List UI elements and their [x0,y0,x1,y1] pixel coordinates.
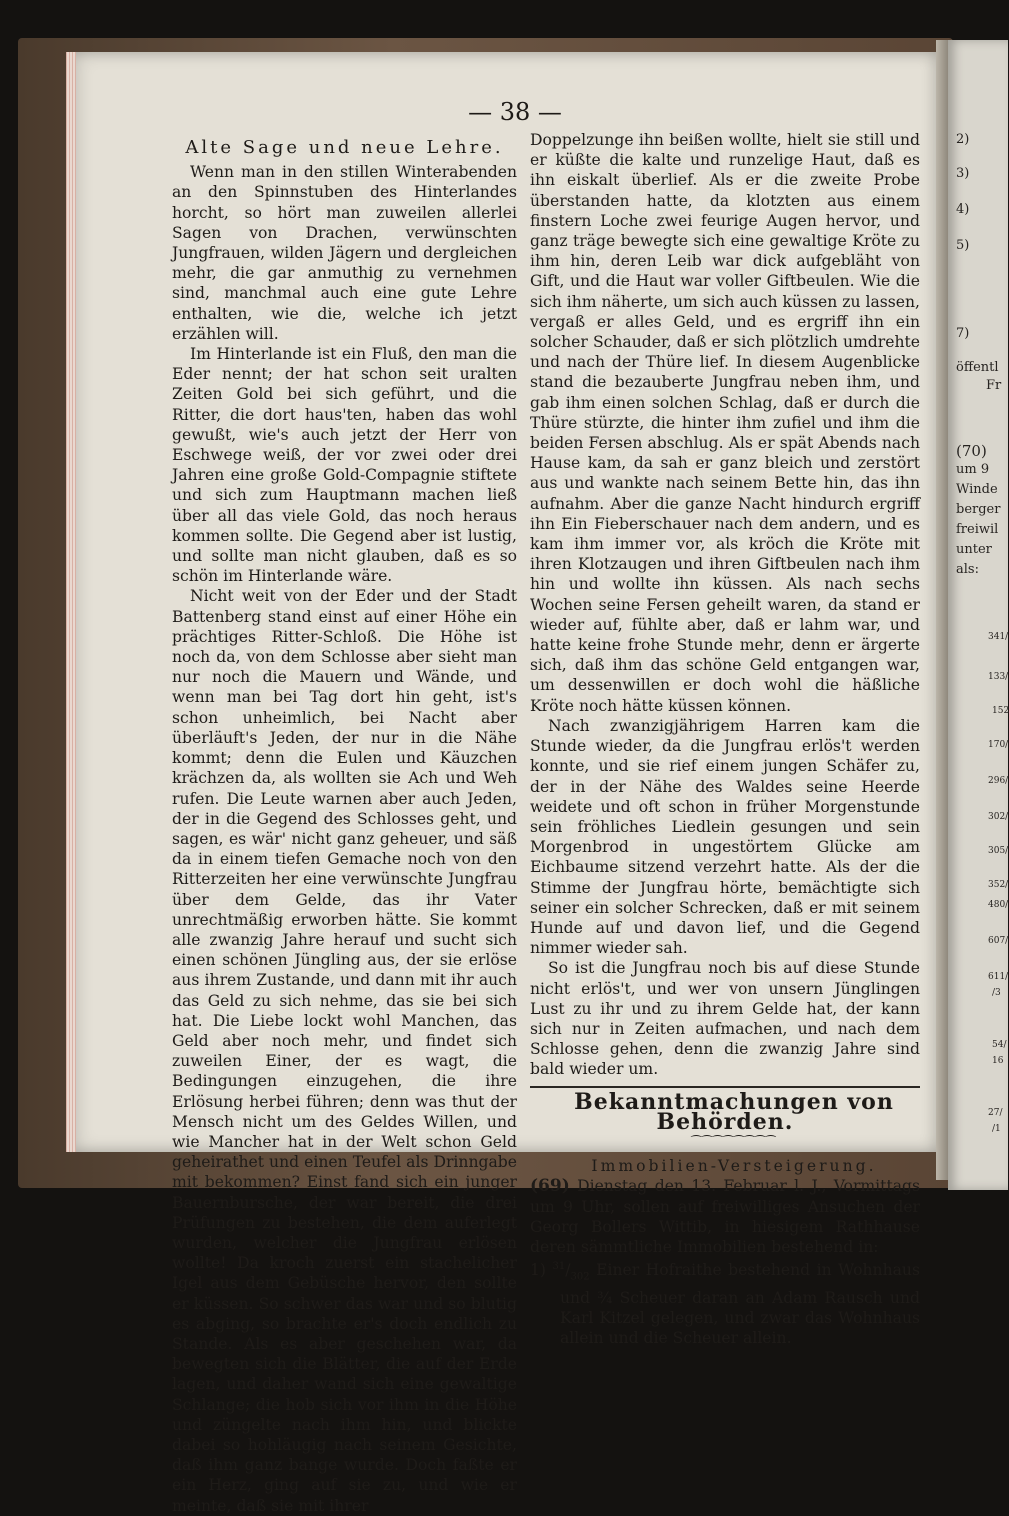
next-page-fragment: 352/ [988,880,1009,890]
next-page-fragment: freiwil [956,522,999,537]
next-page-fragment: 4) [956,202,970,217]
next-page-strip [948,40,1008,1190]
next-page-fragment: 27/ [988,1108,1003,1118]
right-column [530,130,920,1348]
next-page-fragment: 2) [956,132,970,147]
next-page-fragment: als: [956,562,979,577]
notice-text: Dienstag den 13. Februar l. J., Vormittags um 9 Uhr, sollen auf freiwilliges Ansuchen der Georg Bollers Wittib, in hiesigem Rathhause deren sämmtliche Immobilien bestehend in: [530,1177,920,1256]
next-page-fragment: 480/ [988,900,1009,910]
next-page-fragment: 16 [992,1056,1004,1066]
ornament-divider: ⁀⁀⁀⁀⁀⁀⁀⁀ [691,1134,777,1149]
next-page-fragment: 152 [992,706,1009,716]
next-page-fragment: 170/ [988,740,1009,750]
next-page-fragment: 7) [956,326,970,341]
page-edge [66,52,76,1152]
article-paragraph: Nicht weit von der Eder und der Stadt Battenberg stand einst auf einer Höhe ein prächtiges Ritter-Schloß. Die Höhe ist noch da, von dem Schlosse aber sieht man nur noch die Mauern und Wände, und wenn man bei Tag dort hin geht, ist's schon unheimlich, bei Nacht aber überläuft's Jeden, der nur in die Nähe kommt; denn die Eulen und Käuzchen krächzen da, als wollten sie Ach und Weh rufen. Die Leute warnen aber auch Jeden, der in die Gegend des Schlosses geht, und sagen, es wär' nicht ganz geheuer, und säß da in einem tiefen Gemache noch von den Ritterzeiten her eine verwünschte Jungfrau über dem Gelde, das ihr Vater unrechtmäßig erworben hätte. Sie kommt alle zwanzig Jahre herauf und sucht sich einen schönen Jüngling aus, der sie erlöse aus ihrem Zustande, und dann mit ihr auch das Geld zu sich nehme, das sie bei sich hat. Die Liebe lockt wohl Manchen, das Geld aber noch mehr, und findet sich zuweilen Einer, der es wagt, die Bedingungen einzugehen, die ihre Erlösung herbei führen; denn was thut der Mensch nicht um des Geldes Willen, und wie Mancher hat in der Welt schon Geld geheirathet und einen Teufel als Drinngabe mit bekommen? Einst fand sich ein junger Bauernbursche, der war bereit, die drei Prüfungen zu bestehen, die dem auferlegt wurden, welcher die Jungfrau erlösen wollte! Da kroch zuerst ein stachelicher Igel aus dem Gebüsche hervor, den sollte er küssen. So schwer das war und so blutig es abging, so brachte er's doch endlich zu Stande. Als es aber geschehen war, da bewegten sich die Blätter, die auf der Erde lagen, und daher wand sich eine gewaltige Schlange; die hob sich vor ihm in die Höhe und züngelte nach ihm hin, und blickte dabei so hohläugig nach seinem Gesichte, daß ihm ganz bange wurde. Doch faßte er ein Herz, ging auf sie zu, und wie er meinte, daß sie mit ihrer [172,587,517,1515]
next-page-fragment: 3) [956,166,970,181]
next-page-fragment: 341/ [988,632,1009,642]
next-page-fragment: 133/ [988,672,1009,682]
page-number: — 38 — [468,98,562,126]
article-title: Alte Sage und neue Lehre. [185,137,504,158]
article-paragraph: Nach zwanzigjährigem Harren kam die Stunde wieder, da die Jungfrau erlös't werden konnte, und sie rief einem jungen Schäfer zu, der in der Nähe des Waldes seine Heerde weidete und oft schon in früher Morgenstunde sein fröhliches Liedlein gesungen und sein Morgenbrod in ungestörtem Glücke am Eichbaume sitzend verzehrt hatte. Als der die Stimme der Jungfrau hörte, bemächtigte sich seiner ein solcher Schrecken, daß er mit seinem Hunde auf und davon lief, und die Gegend nimmer wieder sah. [530,716,920,958]
next-page-fragment: 611/ [988,972,1009,982]
auction-title: Immobilien-Versteigerung. [591,1157,877,1176]
list-item: 1) $^{31}/_{302}$ Einer Hofraithe bestehend in Wohnhaus und ¾ Scheuer daran an Adam Rausch und Karl Kitzel gelegen, und zwar das Wohnhaus allein und die Scheuer allein. [530,1261,920,1348]
article-paragraph: So ist die Jungfrau noch bis auf diese Stunde nicht erlös't, und wer von unsern Jünglingen Lust zu ihr und zu ihrem Gelde hat, der kann sich nur in Zeiten aufmachen, und nach dem Schlosse gehen, denn die zwanzig Jahre sind bald wieder um. [530,959,920,1079]
book-gutter [936,40,948,1180]
left-column [172,130,517,1516]
next-page-fragment: /1 [992,1124,1001,1134]
article-paragraph: Doppelzunge ihn beißen wollte, hielt sie still und er küßte die kalte und runzelige Haut, daß es ihn eiskalt überlief. Als er die zweite Probe überstanden hatte, da klotzten aus einem finstern Loche zwei feurige Augen hervor, und ganz träge bewegte sich eine gewaltige Kröte zu ihm hin, deren Leib war dick aufgebläht von Gift, und die Haut war voller Giftbeulen. Wie die sich ihm näherte, um sich auch küssen zu lassen, vergaß er alles Geld, und es ergriff ihn ein solcher Schauder, daß er sich plötzlich umdrehte und nach der Thüre lief. In diesem Augenblicke stand die bezauberte Jungfrau neben ihm, und gab ihm einen solchen Schlag, daß er durch die Thüre stürzte, die hinter ihm zufiel und ihm die beiden Fersen abschlug. Als er spät Abends nach Hause kam, da sah er ganz bleich und zerstört aus und wankte nach seinem Bette hin, das ihn aufnahm. Aber die ganze Nacht hindurch ergriff ihn Ein Fieberschauer nach dem andern, und es kam ihm immer vor, als kröch die Kröte mit ihren Klotzaugen und ihren Giftbeulen nach ihm hin und wollte ihn küssen. Als nach sechs Wochen seine Fersen geheilt waren, da stand er wieder auf, fühlte aber, daß er lahm war, und hatte keine frohe Stunde mehr, denn er ärgerte sich, daß ihm das schöne Geld entgangen war, um dessenwillen er doch wohl die häßliche Kröte noch hätte küssen können. [530,131,921,715]
item-fraction-numerator: 31 [552,1261,566,1273]
next-page-fragment: (70) [956,442,987,460]
next-page-fragment: unter [956,542,992,557]
item-text: Einer Hofraithe bestehend in Wohnhaus und ¾ Scheuer daran an Adam Rausch und Karl Kitzel gelegen, und zwar das Wohnhaus allein und die Scheuer allein. [560,1261,920,1348]
next-page-fragment: 305/ [988,846,1009,856]
next-page-fragment: 5) [956,238,970,253]
next-page-fragment: Fr [986,378,1002,393]
article-paragraph: Wenn man in den stillen Winterabenden an den Spinnstuben des Hinterlandes horcht, so hört man zuweilen allerlei Sagen von Drachen, verwünschten Jungfrauen, wilden Jägern und dergleichen mehr, die gar anmuthig zu vernehmen sind, manchmal auch eine gute Lehre enthalten, wie die, welche ich jetzt erzählen will. [172,163,517,343]
item-fraction-denominator: 302 [570,1271,590,1283]
notices-heading: Bekanntmachungen von Behörden. [574,1088,894,1135]
next-page-fragment: um 9 [956,462,990,477]
article-paragraph: Im Hinterlande ist ein Fluß, den man die Eder nennt; der hat schon seit uralten Zeiten Gold bei sich geführt, und die Ritter, die dort haus'ten, haben das wohl gewußt, wie's auch jetzt der Herr von Eschwege weiß, der vor zwei oder drei Jahren eine große Gold-Compagnie stiftete und sich zum Hauptmann machen ließ über all das viele Gold, das noch heraus kommen sollte. Die Gegend aber ist lustig, und sollte man nicht glauben, daß es so schön im Hinterlande wäre. [172,345,517,586]
next-page-fragment: 296/ [988,776,1009,786]
next-page-fragment: berger [956,502,1001,517]
item-label: 1) [530,1261,547,1280]
next-page-fragment: Winde [956,482,998,497]
next-page-fragment: öffentl [956,360,999,375]
section-divider [530,1086,920,1088]
next-page-fragment: 54/ [992,1040,1007,1050]
notice-number: (69) [530,1176,570,1197]
next-page-fragment: /3 [992,988,1001,998]
notice-body [530,1176,920,1257]
next-page-fragment: 607/ [988,936,1009,946]
next-page-fragment: 302/ [988,812,1009,822]
